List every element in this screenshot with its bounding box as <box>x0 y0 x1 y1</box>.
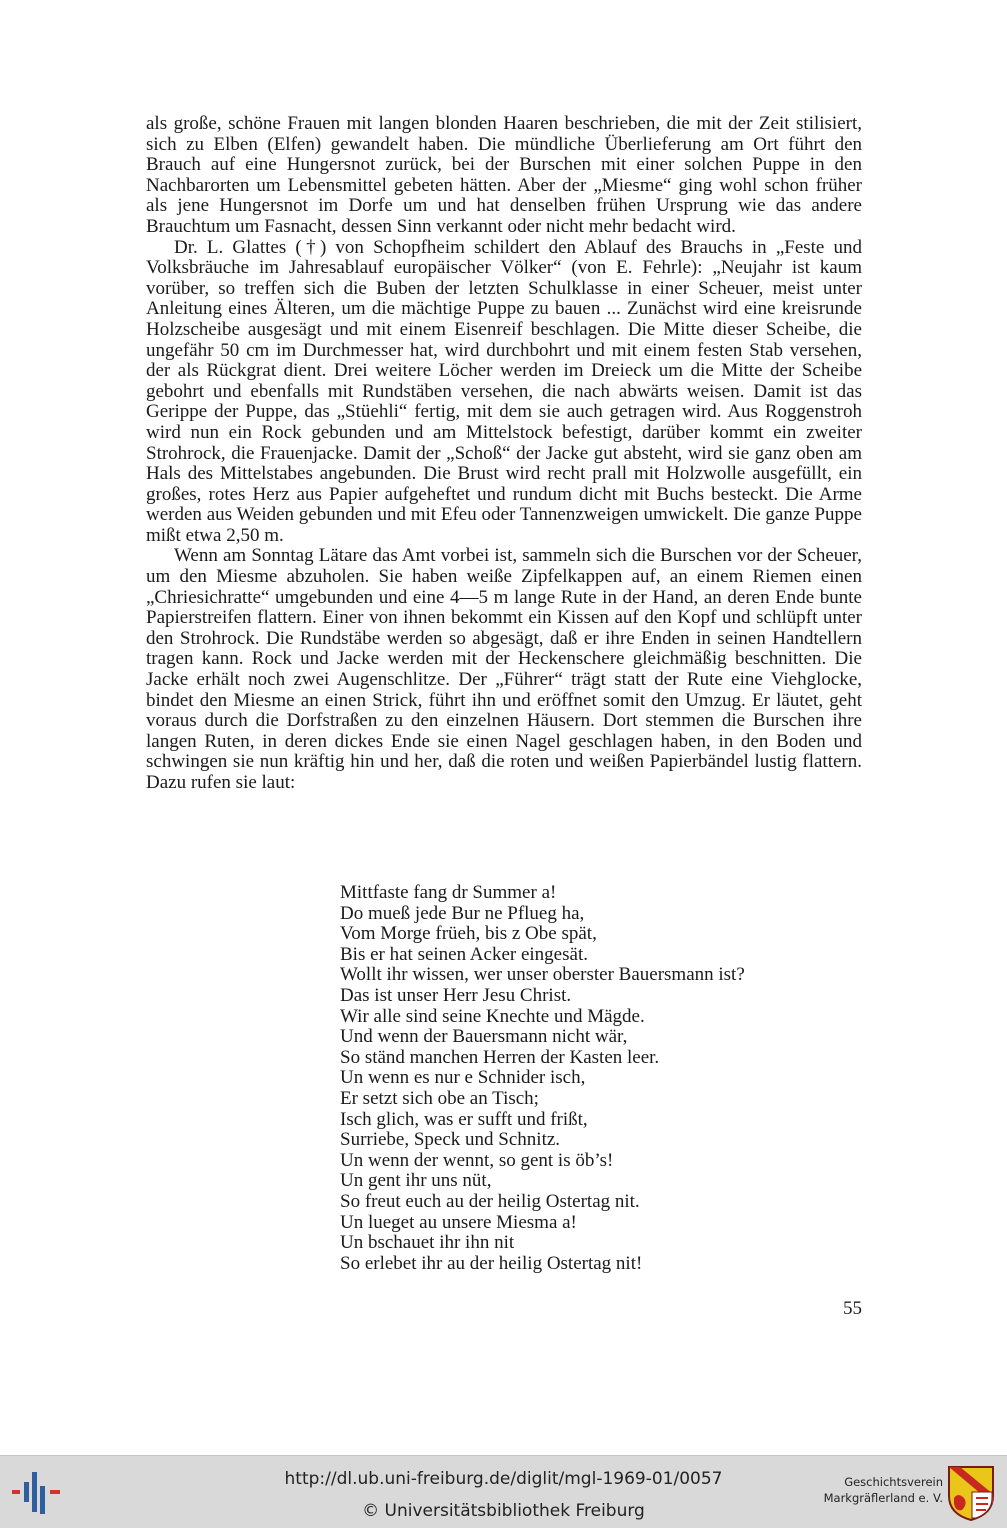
society-line-2: Markgräflerland e. V. <box>823 1491 943 1505</box>
paragraph-2: Dr. L. Glattes (†) von Schopfheim schildert den Ablauf des Brauchs in „Feste und Volksbräuche im Jahresablauf europäischer Völker“ (von E. Fehrle): „Neujahr ist kaum vorüber, so treffen sich die Buben der letzten Schulklasse in einer Scheuer, meist unter Anleitung eines Älteren, um die mächtige Puppe zu bauen ... Zunächst wird eine kreisrunde Holzscheibe ausgesägt und mit einem Eisenreif beschlagen. Die Mitte dieser Scheibe, die ungefähr 50 cm im Durchmesser hat, wird durchbohrt und mit einem festen Stab versehen, der als Rückgrat dient. Drei weitere Löcher werden im Dreieck um die Mitte der Scheibe gebohrt und ebenfalls mit Rundstäben versehen, die nach abwärts weisen. Damit ist das Gerippe der Puppe, das „Stüehli“ fertig, mit dem sie auch getragen wird. Aus Roggenstroh wird nun ein Rock gebunden und am Mittelstock befestigt, darüber kommt ein zweiter Strohrock, die Frauenjacke. Damit der „Schoß“ der Jacke gut absteht, wird sie ganz oben am Hals des Mittelstabes angebunden. Die Brust wird recht prall mit Holzwolle ausgefüllt, ein großes, rotes Herz aus Papier aufgeheftet und rundum dicht mit Buchs besteckt. Die Arme werden aus Weiden gebunden und mit Efeu oder Tannenzweigen umwickelt. Die ganze Puppe mißt etwa 2,50 m. <box>146 236 862 546</box>
verse-line: Wollt ihr wissen, wer unser oberster Bauersmann ist? <box>340 964 745 986</box>
verse-line: Un lueget au unsere Miesma a! <box>340 1211 577 1233</box>
verse-line: Un wenn es nur e Schnider isch, <box>340 1067 586 1089</box>
page-number: 55 <box>843 1298 862 1319</box>
body-text <box>146 114 862 794</box>
society-line-1: Geschichtsverein <box>844 1475 943 1489</box>
paragraph-1: als große, schöne Frauen mit langen blonden Haaren beschrieben, die mit der Zeit stilisiert, sich zu Elben (Elfen) gewandelt haben. Die mündliche Überlieferung am Ort führt den Brauch auf eine Hungersnot zurück, bei der Burschen mit einer solchen Puppe in den Nachbarorten um Lebensmittel gebeten hätten. Aber der „Miesme“ ging wohl schon früher als jene Hungersnot im Dorfe um und hat denselben frühen Ursprung wie das andere Brauchtum um Fasnacht, dessen Sinn verkannt oder nicht mehr bedacht wird. <box>146 113 862 237</box>
verse-line: Un bschauet ihr ihn nit <box>340 1232 515 1254</box>
verse-line: Isch glich, was er sufft und frißt, <box>340 1108 588 1130</box>
verse-block <box>340 883 860 1274</box>
verse-line: Er setzt sich obe an Tisch; <box>340 1087 539 1109</box>
verse-line: So ständ manchen Herren der Kasten leer. <box>340 1046 660 1068</box>
footer-copyright: © Universitätsbibliothek Freiburg <box>362 1501 645 1521</box>
verse-line: Surriebe, Speck und Schnitz. <box>340 1129 561 1151</box>
verse-line: Un gent ihr uns nüt, <box>340 1170 492 1192</box>
footer-url-link[interactable]: http://dl.ub.uni-freiburg.de/diglit/mgl-1969-01/0057 <box>284 1469 723 1489</box>
verse-line: So erlebet ihr au der heilig Ostertag nit! <box>340 1252 643 1274</box>
footer-bar <box>0 1455 1007 1528</box>
verse-line: Wir alle sind seine Knechte und Mägde. <box>340 1005 645 1027</box>
coat-of-arms-icon <box>946 1464 996 1522</box>
footer-society-name <box>803 1474 943 1506</box>
verse-line: Bis er hat seinen Acker eingesät. <box>340 943 588 965</box>
paragraph-3: Wenn am Sonntag Lätare das Amt vorbei ist, sammeln sich die Burschen vor der Scheuer, um den Miesme abzuholen. Sie haben weiße Zipfelkappen auf, an einem Riemen einen „Chriesichratte“ umgebunden und eine 4—5 m lange Rute in der Hand, an deren Ende bunte Papierstreifen flattern. Einer von ihnen bekommt ein Kissen auf den Kopf und schlüpft unter den Strohrock. Die Rundstäbe werden so abgesägt, daß er ihre Enden in seinen Handtellern tragen kann. Rock und Jacke werden mit der Heckenschere gleichmäßig beschnitten. Die Jacke erhält noch zwei Augenschlitze. Der „Führer“ trägt statt der Rute eine Viehglocke, bindet den Miesme an einen Strick, führt ihn und eröffnet somit den Umzug. Er läutet, geht voraus durch die Dorfstraßen zu den einzelnen Häusern. Dort stemmen die Burschen ihre langen Ruten, in deren dickes Ende sie einen Nagel geschlagen haben, in den Boden und schwingen sie nun kräftig hin und her, daß die roten und weißen Papierbändel lustig flattern. Dazu rufen sie laut: <box>146 545 862 793</box>
verse-line: Das ist unser Herr Jesu Christ. <box>340 984 572 1006</box>
verse-line: Do mueß jede Bur ne Pflueg ha, <box>340 902 585 924</box>
verse-line: Und wenn der Bauersmann nicht wär, <box>340 1026 628 1048</box>
verse-line: Mittfaste fang dr Summer a! <box>340 882 557 903</box>
verse-line: So freut euch au der heilig Ostertag nit. <box>340 1190 640 1212</box>
verse-line: Vom Morge früeh, bis z Obe spät, <box>340 923 597 945</box>
verse-line: Un wenn der wennt, so gent is öb’s! <box>340 1149 614 1171</box>
